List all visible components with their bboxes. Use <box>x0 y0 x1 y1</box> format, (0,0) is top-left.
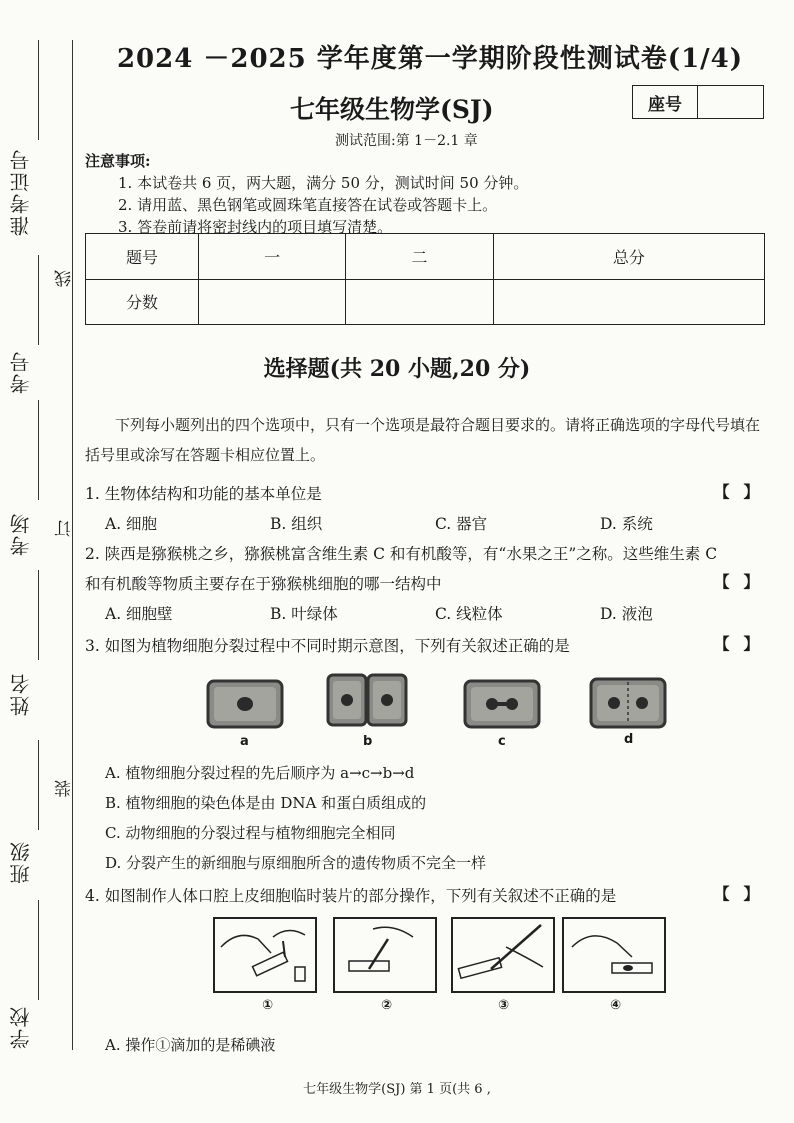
operation-figure-4 <box>562 917 666 993</box>
score-table <box>85 233 765 325</box>
question-1-answer-bracket[interactable]: 【】 <box>714 482 774 501</box>
question-4-option-a[interactable]: A. 操作①滴加的是稀碘液 <box>105 1036 276 1054</box>
page-footer: 七年级生物学(SJ) 第 1 页(共 6 , <box>303 1082 491 1097</box>
test-range: 测试范围:第 1－2.1 章 <box>335 133 478 149</box>
section-intro: 下列每小题列出的四个选项中，只有一个选项是最符合题目要求的。请将正确选项的字母代号填在括号里或涂写在答题卡相应位置上。 <box>85 416 761 464</box>
score-header-question: 题号 <box>86 234 199 280</box>
question-1-stem: 1. 生物体结构和功能的基本单位是 <box>85 485 322 503</box>
cell-figure-a <box>205 678 285 730</box>
seat-number-box <box>632 85 764 119</box>
seal-mark-ding: 订 <box>55 520 75 537</box>
question-3-answer-bracket[interactable]: 【】 <box>714 634 774 653</box>
name-label: 姓名 <box>9 672 33 716</box>
operation-figure-2 <box>333 917 437 993</box>
school-label: 学校 <box>9 1005 33 1049</box>
question-3-option-a[interactable]: A. 植物细胞分裂过程的先后顺序为 a→c→b→d <box>105 764 415 782</box>
cell-label-c: c <box>498 734 506 749</box>
seat-number-field[interactable] <box>698 86 763 118</box>
class-label: 班级 <box>9 840 33 884</box>
option-b[interactable]: B. 叶绿体 <box>270 605 338 623</box>
section-title: 选择题(共 20 小题,20 分) <box>263 356 531 382</box>
operation-label-3: ③ <box>498 998 510 1013</box>
name-blank[interactable] <box>38 570 39 660</box>
notice-item-1: 1. 本试卷共 6 页，两大题，满分 50 分，测试时间 50 分钟。 <box>118 174 529 192</box>
question-2-answer-bracket[interactable]: 【】 <box>714 572 774 591</box>
option-b[interactable]: B. 组织 <box>270 515 323 533</box>
score-header-part1: 一 <box>199 234 346 280</box>
operation-label-1: ① <box>262 998 274 1013</box>
seat-number-label: 座号 <box>633 86 698 118</box>
question-3-option-b[interactable]: B. 植物细胞的染色体是由 DNA 和蛋白质组成的 <box>105 794 427 812</box>
score-header-part2: 二 <box>346 234 493 280</box>
operation-figure-1 <box>213 917 317 993</box>
score-table-score-row <box>86 279 765 325</box>
cell-figure-b <box>325 672 409 728</box>
score-table-header-row <box>86 234 765 280</box>
notice-heading: 注意事项: <box>85 152 151 170</box>
question-3-option-c[interactable]: C. 动物细胞的分裂过程与植物细胞完全相同 <box>105 824 396 842</box>
notice-item-2: 2. 请用蓝、黑色钢笔或圆珠笔直接答在试卷或答题卡上。 <box>118 196 498 214</box>
seal-line <box>72 40 73 1050</box>
score-cell-part2[interactable] <box>346 279 493 325</box>
exam-room-blank[interactable] <box>38 400 39 500</box>
operation-label-2: ② <box>381 998 393 1013</box>
question-3-stem: 3. 如图为植物细胞分裂过程中不同时期示意图，下列有关叙述正确的是 <box>85 637 570 655</box>
seal-mark-zhuang: 装 <box>55 780 75 797</box>
option-c[interactable]: C. 线粒体 <box>435 605 503 623</box>
exam-no-blank[interactable] <box>38 255 39 345</box>
exam-room-label: 考场 <box>9 512 33 556</box>
cell-label-a: a <box>240 734 249 749</box>
option-a[interactable]: A. 细胞 <box>105 515 158 533</box>
option-d[interactable]: D. 系统 <box>600 515 653 533</box>
option-c[interactable]: C. 器官 <box>435 515 488 533</box>
question-2-stem-line1: 2. 陕西是猕猴桃之乡，猕猴桃富含维生素 C 和有机酸等，有“水果之王”之称。这些维生素 C <box>85 545 718 563</box>
class-blank[interactable] <box>38 740 39 830</box>
cell-label-d: d <box>624 732 634 747</box>
question-4-stem: 4. 如图制作人体口腔上皮细胞临时装片的部分操作，下列有关叙述不正确的是 <box>85 887 617 905</box>
score-row-label: 分数 <box>86 279 199 325</box>
option-a[interactable]: A. 细胞壁 <box>105 605 173 623</box>
operation-figure-3 <box>451 917 555 993</box>
exam-id-blank[interactable] <box>38 40 39 140</box>
exam-title: 2024 －2025 学年度第一学期阶段性测试卷(1/4) <box>116 44 744 74</box>
operation-label-4: ④ <box>610 998 622 1013</box>
school-blank[interactable] <box>38 900 39 1000</box>
subject-title: 七年级生物学(SJ) <box>290 95 494 124</box>
score-cell-part1[interactable] <box>199 279 346 325</box>
exam-id-label: 准考证号 <box>9 148 33 236</box>
question-2-stem-line2: 和有机酸等物质主要存在于猕猴桃细胞的哪一结构中 <box>85 575 442 593</box>
notice-item-3: 3. 答卷前请将密封线内的项目填写清楚。 <box>118 218 393 236</box>
score-header-total: 总分 <box>493 234 764 280</box>
binding-strip <box>0 0 75 1123</box>
question-4-answer-bracket[interactable]: 【】 <box>714 884 774 903</box>
cell-figure-c <box>462 678 542 730</box>
cell-figure-d <box>588 676 668 730</box>
exam-no-label: 考号 <box>9 350 33 394</box>
seal-mark-line: 线 <box>55 270 75 287</box>
cell-label-b: b <box>363 734 373 749</box>
question-3-option-d[interactable]: D. 分裂产生的新细胞与原细胞所含的遗传物质不完全一样 <box>105 854 487 872</box>
question-2-options <box>105 602 765 624</box>
option-d[interactable]: D. 液泡 <box>600 605 653 623</box>
question-1-options <box>105 512 765 534</box>
score-cell-total[interactable] <box>493 279 764 325</box>
